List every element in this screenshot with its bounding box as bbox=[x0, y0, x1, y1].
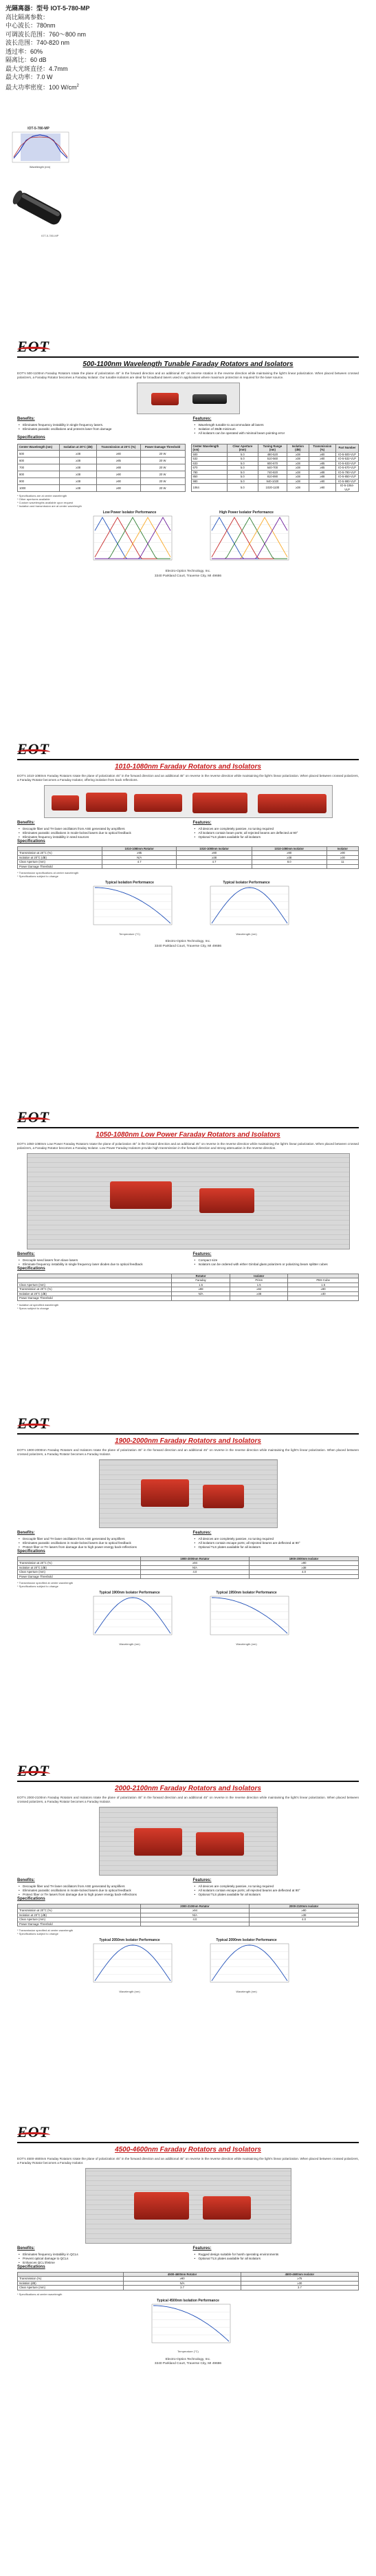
table-cell: 5.0 bbox=[227, 475, 258, 480]
table-cell: 510-560 bbox=[258, 457, 287, 462]
table-row bbox=[18, 1922, 359, 1926]
table-header: 1010-1080nm Rotator bbox=[102, 846, 177, 851]
table-cell: 850 bbox=[191, 475, 227, 480]
chart: Typical 2050nm Isolator Performance Wavelength (nm) bbox=[85, 1938, 175, 1995]
table-row bbox=[191, 484, 359, 492]
table-cell: Clear Aperture (mm) bbox=[18, 2286, 124, 2290]
spec-table bbox=[17, 1274, 359, 1301]
table-cell: ≥30 bbox=[327, 855, 358, 860]
section-title: 500-1100nm Wavelength Tunable Faraday Rotators and Isolators bbox=[82, 361, 294, 368]
spec-block bbox=[0, 0, 376, 117]
table-cell: ≥38 bbox=[59, 485, 96, 492]
table-cell: ≥38 bbox=[250, 1913, 359, 1918]
chart: High Power Isolator Performance bbox=[202, 511, 291, 567]
table-cell: 500 bbox=[18, 451, 60, 458]
table-cell: 4.7 bbox=[102, 860, 177, 865]
note: * Isolation and transmission are at center wavelength bbox=[17, 504, 82, 508]
table-cell: 940-1020 bbox=[258, 479, 287, 484]
section-1010-1080: EOT 1010-1080nm Faraday Rotators and Isolators EOT's 1010-1080nm Faraday Rotators rotate the plane of polarization 45° in the forward direction and an additional 45° on reverse in the reverse direction while maintaining the light's linear polarization. When placed between crossed polarizers, a Faraday Rotator becomes a Faraday Isolator, offering isolation from back reflections. Benefits: • Decouple fiber and TH laser oscillators from ASE generated by amplifiers • Eliminates parasitic oscillations in mode-locked lasers due to optical feedback • Eliminates frequency instability in seed sources Features: • All devices are completely passive, no tuning required • All isolators contain beam ports; all rejected beams are deflected at 90° • Optional TLS plates available for all isolators Specifications 1010-1080nm Rotator 1010-1080nm Isolator 1010-1080nm Isolator Isolator Transmission at 20°C (%) ≥95 ≥90 ≥90 ≥90 Isolation at 20°C (dB) N/A ≥38 ≥38 ≥30 Clear Aperture (mm) 4.7 4.7 8.0 11 Power Damage Threshold * Transmission specifications at center wavelength * Specifications subject to change Typical Isolation Performance Temperature (°C) Typical Isolator Performance Wavelength (nm) Electro-Optics Technology, Inc. 3340 Parkland Court, Traverse City, MI 49686 bbox=[17, 740, 359, 949]
table-cell: ≥90 bbox=[250, 1909, 359, 1913]
table-cell: 3.7 bbox=[124, 2286, 241, 2290]
table-cell: N/A bbox=[124, 2281, 241, 2286]
table-cell: ≥94 bbox=[140, 1561, 249, 1566]
table-cell: ≥38 bbox=[59, 471, 96, 478]
chart: Low Power Isolator Performance bbox=[85, 511, 175, 567]
table-cell: Transmission at 20°C (%) bbox=[18, 1909, 141, 1913]
table-header: 2000-2100nm Rotator bbox=[140, 1904, 249, 1909]
table-cell: IO-5-980-VLP bbox=[336, 479, 359, 484]
chart: Typical 4500nm Isolation Performance Temperature (°C) bbox=[144, 2299, 233, 2355]
table-cell: Isolation at 20°C (dB) bbox=[18, 1291, 172, 1296]
eot-logo: EOT bbox=[17, 1762, 49, 1779]
table-cell: ≥90 bbox=[97, 471, 140, 478]
table-cell: Power Damage Threshold bbox=[18, 1922, 141, 1926]
top-chart-xlabel: Wavelength (nm) bbox=[29, 165, 51, 169]
section-paragraph: EOT's 500-1100nm Faraday Rotators rotate the plane of polarization 45° in the forward direction and an additional 45° on reverse rotation in the reverse direction while maintaining the light's linear polarization. When placed between crossed polarizers, a Faraday Rotator becomes a Faraday Isolator. Our tunable isolators are ideal for broadband lasers used in applications where maximum protection is required for the laser source. bbox=[17, 371, 359, 379]
table-cell: 4.0 bbox=[140, 1918, 249, 1922]
table-cell: Power Damage Threshold bbox=[18, 1574, 141, 1579]
table-cell: ≥38 bbox=[177, 855, 252, 860]
table-cell: ≥95 bbox=[102, 851, 177, 856]
spec-table bbox=[17, 1904, 359, 1927]
spec-line: 中心波长：780nm bbox=[5, 22, 56, 29]
table-cell bbox=[252, 864, 327, 869]
table-cell: 780 bbox=[191, 470, 227, 475]
table-cell: ≥38 bbox=[287, 479, 309, 484]
section-4500-4600: EOT 4500-4600nm Faraday Rotators and Isolators EOT's 4500-4600nm Faraday Rotators rotate the plane of polarization 45° in the forward direction and an additional 45° on reverse in the reverse direction while maintaining the light's linear polarization. When placed between crossed polarizers, a Faraday Rotator becomes a Faraday Isolator. Benefits: • Eliminates frequency instability in QCLs • Prevent optical damage to QCLs • Enhances QCL lifetime Features: • Rugged design suitable for harsh operating environments • Optional TLS plates available for all isolators Specifications 4500-4600nm Rotator 4500-4600nm Isolator Transmission (%) ≥90 ≥75 Isolation (dB) N/A ≥30 Clear Aperture (mm) 3.7 3.7 * Specifications at center wavelength Typical 4500nm Isolation Performance Temperature (°C) Electro-Optics Technology, Inc. 3340 Parkland Court, Traverse City, MI 49686 bbox=[17, 2123, 359, 2367]
section-title: 4500-4600nm Faraday Rotators and Isolators bbox=[115, 2146, 261, 2154]
features: Features: • Wavelength tunable to accommodate all lasers • Isolation of 38dB minimum • All isolators can be operated with minimal beam pointing error bbox=[193, 417, 360, 436]
table-header: 1900-2000nm Rotator bbox=[140, 1556, 249, 1561]
section-paragraph: EOT's 1010-1080nm Faraday Rotators rotate the plane of polarization 45° in the forward direction and an additional 45° on reverse in the reverse direction while maintaining the light's linear polarization. When placed between crossed polarizers, a Faraday Rotator becomes a Faraday Isolator, offering isolation from back reflections. bbox=[17, 773, 359, 782]
specs-title: Specifications bbox=[17, 1897, 45, 1901]
table-row bbox=[18, 1574, 359, 1579]
product-photo bbox=[44, 785, 333, 818]
table-header: 1900-2000nm Isolator bbox=[250, 1556, 359, 1561]
spec-line: 最大功率密度：100 $W/cm^2$ bbox=[5, 83, 79, 91]
features: Features: • All devices are completely passive, no tuning required • All isolators contain escape ports; all rejected beams are deflected at 90° • Optional TLS plates available for all isolators bbox=[193, 1878, 360, 1898]
table-cell: 633 bbox=[191, 461, 227, 466]
table-cell: PBS Cube bbox=[288, 1278, 359, 1283]
table-cell: 1020-1100 bbox=[258, 484, 287, 492]
table-cell: 20 W bbox=[140, 471, 185, 478]
table-cell: IO-5-500-VLP bbox=[336, 452, 359, 457]
product-photo bbox=[99, 1807, 278, 1876]
table-row bbox=[18, 478, 186, 485]
table-cell: ≥38 bbox=[230, 1291, 288, 1296]
table-cell: 4.0 bbox=[140, 1570, 249, 1575]
table-cell: ≥98 bbox=[171, 1287, 230, 1292]
table-cell: 900 bbox=[18, 478, 60, 485]
table-cell: ≥90 bbox=[309, 479, 335, 484]
table-cell bbox=[171, 1296, 230, 1301]
table-row bbox=[18, 1296, 359, 1301]
table-header: Isolator bbox=[230, 1274, 288, 1278]
eot-logo: EOT bbox=[17, 338, 49, 355]
top-chart bbox=[5, 127, 71, 169]
table-header: Isolation at 20°C (dB) bbox=[59, 444, 96, 451]
chart: Typical Isolator Performance Wavelength (nm) bbox=[202, 881, 291, 937]
spec-line: 波长范围：740-820 nm bbox=[5, 39, 70, 46]
product-photo bbox=[137, 383, 240, 414]
photo-caption: IOT-5-780-MP bbox=[41, 234, 59, 237]
specs-title: Specifications bbox=[17, 1549, 45, 1554]
note: * Specifications are at center wavelength bbox=[17, 494, 67, 497]
table-header: Isolator bbox=[327, 846, 358, 851]
table-header: Tuning Range (nm) bbox=[258, 444, 287, 452]
features: Features: • All devices are completely passive, no tuning required • All isolators contain beam ports; all rejected beams are deflected at 90° • Optional TLS plates available for all isolators bbox=[193, 821, 360, 840]
product-photo bbox=[99, 1459, 278, 1528]
note: * Custom wavelengths available upon request bbox=[17, 501, 74, 504]
table-cell: ≥80 bbox=[309, 457, 335, 462]
table-cell: IO-5-850-VLP bbox=[336, 475, 359, 480]
table-cell: ≥90 bbox=[288, 1287, 359, 1292]
table-cell: 5.0 bbox=[227, 461, 258, 466]
section-title: 1900-2000nm Faraday Rotators and Isolators bbox=[115, 1437, 261, 1445]
table-cell: ≥38 bbox=[287, 484, 309, 492]
table-cell: ≥85 bbox=[97, 458, 140, 464]
table-cell: Transmission at 20°C (%) bbox=[18, 1287, 172, 1292]
table-cell: Isolation (dB) bbox=[18, 2281, 124, 2286]
table-row bbox=[18, 464, 186, 471]
spec-line: 可调波长范围：760～800 nm bbox=[5, 30, 87, 38]
footer: Electro-Optics Technology, Inc. 3340 Parkland Court, Traverse City, MI 49686 bbox=[154, 570, 222, 578]
table-cell: Power Damage Threshold bbox=[18, 864, 102, 869]
benefits: Benefits: • Decouple fiber and TH laser oscillators from ASE generated by amplifiers • Eliminates parasitic oscillations in mode-locked lasers due to optical feedback • Protect fiber or TH lasers from damage due to high power energy back-reflections bbox=[17, 1531, 184, 1550]
spec-line: 透过率：60% bbox=[5, 47, 43, 55]
table-cell: ≥38 bbox=[252, 855, 327, 860]
spec-table bbox=[17, 846, 359, 870]
table-cell: ≥38 bbox=[59, 458, 96, 464]
table-cell: 1.5 bbox=[230, 1282, 288, 1287]
table-cell: ≥94 bbox=[140, 1909, 249, 1913]
table-cell: 980 bbox=[191, 479, 227, 484]
table-cell: ≥90 bbox=[309, 484, 335, 492]
benefits: Benefits: • Decouple fiber and TH laser oscillators from ASE generated by amplifiers • Eliminates parasitic oscillations in mode-locked lasers due to optical feedback • Protect fiber or TH lasers from damage due to high power energy back-reflections bbox=[17, 1878, 184, 1898]
spec-table bbox=[17, 444, 186, 493]
benefits: Benefits: • Decouple seed lasers from slave lasers • Eliminate frequency instability in single frequency laser diodes due to optical feedback bbox=[17, 1252, 184, 1267]
footer: Electro-Optics Technology, Inc. 3340 Parkland Court, Traverse City, MI 49686 bbox=[154, 940, 222, 948]
table-cell: ≥30 bbox=[241, 2281, 358, 2286]
table-header: 4500-4600nm Isolator bbox=[241, 2272, 358, 2277]
table-cell: 20 W bbox=[140, 458, 185, 464]
table-cell: 740-820 bbox=[258, 470, 287, 475]
table-cell: 4.0 bbox=[250, 1918, 359, 1922]
table-cell: ≥38 bbox=[287, 461, 309, 466]
table-cell: Transmission at 20°C (%) bbox=[18, 1561, 141, 1566]
table-cell: ≥38 bbox=[287, 466, 309, 471]
spec-line: 隔离比：60 dB bbox=[5, 56, 47, 63]
table-cell: 4.7 bbox=[177, 860, 252, 865]
table-cell: Power Damage Threshold bbox=[18, 1296, 172, 1301]
table-cell: 11 bbox=[327, 860, 358, 865]
table-cell: Prism bbox=[230, 1278, 288, 1283]
table-header: Part Number bbox=[336, 444, 359, 452]
table-cell bbox=[177, 864, 252, 869]
table-header: Center Wavelength (nm) bbox=[18, 444, 60, 451]
table-cell: 5.0 bbox=[227, 452, 258, 457]
table-cell: 20 W bbox=[140, 464, 185, 471]
specs-title: Specifications bbox=[17, 436, 45, 440]
section-title: 1010-1080nm Faraday Rotators and Isolators bbox=[115, 763, 261, 771]
spec-line: 最大功率：7.0 W bbox=[5, 74, 53, 80]
spec-table bbox=[17, 2272, 359, 2290]
table-cell: 5.0 bbox=[227, 466, 258, 471]
chart: Typical 2090nm Isolator Performance Wavelength (nm) bbox=[202, 1938, 291, 1995]
table-cell bbox=[102, 864, 177, 869]
table-cell: 500 bbox=[191, 452, 227, 457]
table-cell: 670 bbox=[191, 466, 227, 471]
section-paragraph: EOT's 1050-1080nm Low Power Faraday Rotators rotate the plane of polarization 45° in the forward direction and an additional 45° on reverse in the reverse direction while maintaining the light's linear polarization. When placed between crossed polarizers, a Faraday Rotator becomes a Faraday Isolator. Low Power Faraday Isolators provide high transmission in the forward direction and strong attenuation in the reverse direction. bbox=[17, 1141, 359, 1150]
chart: Typical 1900nm Isolator Performance Wavelength (nm) bbox=[85, 1591, 175, 1647]
table-cell: ≥85 bbox=[309, 466, 335, 471]
table-cell: Isolation at 20°C (dB) bbox=[18, 1565, 141, 1570]
table-cell: 1064 bbox=[191, 484, 227, 492]
table-cell: Faraday bbox=[171, 1278, 230, 1283]
product-photo bbox=[85, 2168, 291, 2244]
spec-line: 最大光斑直径：4.7mm bbox=[5, 65, 68, 72]
section-2000-2100: EOT 2000-2100nm Faraday Rotators and Isolators EOT's 2000-2100nm Faraday Rotators and Isolators rotate the plane of polarization 45° in the forward direction and an additional 45° on reverse in the reverse direction while maintaining the light's linear polarization. When placed between crossed polarizers, a Faraday Rotator becomes a Faraday Isolator. Benefits: • Decouple fiber and TH laser oscillators from ASE generated by amplifiers • Eliminates parasitic oscillations in mode-locked lasers due to optical feedback • Protect fiber or TH lasers from damage due to high power energy back-reflections Features: • All devices are completely passive, no tuning required • All isolators contain escape ports; all rejected beams are deflected at 90° • Optional TLS plates available for all isolators Specifications 2000-2100nm Rotator 2000-2100nm Isolator Transmission at 20°C (%) ≥94 ≥90 Isolation at 20°C (dB) N/A ≥38 Clear Aperture (mm) 4.0 4.0 Power Damage Threshold * Transmission specified at center wavelength * Specifications subject to change Typical 2050nm Isolator Performance Wavelength (nm) Typical 2090nm Isolator Performance Wavelength (nm) bbox=[17, 1761, 359, 1997]
table-cell: 640-700 bbox=[258, 466, 287, 471]
table-cell: ≥38 bbox=[250, 1565, 359, 1570]
isolator-photo bbox=[5, 180, 71, 242]
product-photo bbox=[27, 1153, 350, 1249]
specs-title: Specifications bbox=[17, 2265, 45, 2269]
table-cell bbox=[250, 1574, 359, 1579]
table-cell: ≥90 bbox=[252, 851, 327, 856]
table-cell: 810-890 bbox=[258, 475, 287, 480]
table-cell: N/A bbox=[102, 855, 177, 860]
specs-title: Specifications bbox=[17, 1267, 45, 1271]
table-cell: Isolation at 20°C (dB) bbox=[18, 855, 102, 860]
table-cell: ≥85 bbox=[309, 461, 335, 466]
table-row bbox=[18, 485, 186, 492]
features: Features: • Compact size • Isolators can be ordered with either Gimbal glass polarizers or polarizing beam splitter cubes bbox=[193, 1252, 360, 1267]
table-cell: ≥30 bbox=[288, 1291, 359, 1296]
table-cell: 20 W bbox=[140, 478, 185, 485]
table-cell: 1.5 bbox=[288, 1282, 359, 1287]
table-cell: N/A bbox=[140, 1565, 249, 1570]
section-paragraph: EOT's 4500-4600nm Faraday Rotators rotate the plane of polarization 45° in the forward direction and an additional 45° on reverse in the reverse direction while maintaining the light's linear polarization. When placed between crossed polarizers, a Faraday Rotator becomes a Faraday Isolator. bbox=[17, 2156, 359, 2165]
table-row bbox=[18, 458, 186, 464]
spec-table bbox=[17, 1556, 359, 1580]
eot-logo: EOT bbox=[17, 740, 49, 758]
table-cell: Clear Aperture (mm) bbox=[18, 1918, 141, 1922]
table-cell: ≥80 bbox=[309, 452, 335, 457]
footer: Electro-Optics Technology, Inc. 3340 Parkland Court, Traverse City, MI 49686 bbox=[154, 2357, 222, 2365]
table-cell: ≥38 bbox=[287, 470, 309, 475]
table-header: Rotator bbox=[171, 1274, 230, 1278]
table-cell: Clear Aperture (mm) bbox=[18, 1282, 172, 1287]
eot-logo: EOT bbox=[17, 2123, 49, 2140]
table-cell: ≥38 bbox=[59, 464, 96, 471]
table-cell bbox=[230, 1296, 288, 1301]
table-cell: 4.0 bbox=[250, 1570, 359, 1575]
section-500-1100 bbox=[17, 337, 359, 579]
table-cell: N/A bbox=[171, 1291, 230, 1296]
spec-line: 光隔离器：型号 IOT-5-780-MP bbox=[5, 5, 90, 12]
table-cell: ≥75 bbox=[241, 2277, 358, 2282]
table-cell: ≥88 bbox=[309, 475, 335, 480]
table-cell bbox=[288, 1296, 359, 1301]
table-cell: 5.0 bbox=[227, 479, 258, 484]
table-header: Power Damage Threshold bbox=[140, 444, 185, 451]
table-row bbox=[18, 471, 186, 478]
table-cell: ≥38 bbox=[287, 475, 309, 480]
table-cell: ≥80 bbox=[97, 451, 140, 458]
table-header: Transmission (%) bbox=[309, 444, 335, 452]
table-cell bbox=[327, 864, 358, 869]
table-cell: Transmission (%) bbox=[18, 2277, 124, 2282]
table-cell: ≥38 bbox=[287, 452, 309, 457]
table-cell: N/A bbox=[140, 1913, 249, 1918]
section-title: 1050-1080nm Low Power Faraday Rotators and Isolators bbox=[96, 1131, 280, 1139]
section-1900-2000: EOT 1900-2000nm Faraday Rotators and Isolators EOT's 1900-2000nm Faraday Rotators and Isolators rotate the plane of polarization 45° in the forward direction and an additional 45° on reverse in the reverse direction while maintaining the light's linear polarization. When placed between crossed polarizers, a Faraday Rotator becomes a Faraday Isolator. Benefits: • Decouple fiber and TH laser oscillators from ASE generated by amplifiers • Eliminates parasitic oscillations in mode-locked lasers due to optical feedback • Protect fiber or TH lasers from damage due to high power energy back-reflections Features: • All devices are completely passive, no tuning required • All isolators contain escape ports; all rejected beams are deflected at 90° • Optional TLS plates available for all isolators Specifications 1900-2000nm Rotator 1900-2000nm Isolator Transmission at 20°C (%) ≥94 ≥90 Isolation at 20°C (dB) N/A ≥38 Clear Aperture (mm) 4.0 4.0 Power Damage Threshold * Transmission specified at center wavelength * Specifications subject to change Typical 1900nm Isolator Performance Wavelength (nm) Typical 1950nm Isolator Performance Wavelength (nm) bbox=[17, 1414, 359, 1650]
table-header: 2000-2100nm Isolator bbox=[250, 1904, 359, 1909]
table-header: 4500-4600nm Rotator bbox=[124, 2272, 241, 2277]
table-row bbox=[18, 864, 359, 869]
note: * Other apertures available bbox=[17, 497, 50, 501]
table-cell: ≥90 bbox=[97, 485, 140, 492]
table-cell: ≥90 bbox=[250, 1561, 359, 1566]
table-cell: ≥90 bbox=[327, 851, 358, 856]
table-cell: 20 W bbox=[140, 451, 185, 458]
features: Features: • Rugged design suitable for harsh operating environments • Optional TLS plates available for all isolators bbox=[193, 2246, 360, 2266]
table-cell: 1.5 bbox=[171, 1282, 230, 1287]
table-cell bbox=[250, 1922, 359, 1926]
table-cell: ≥38 bbox=[287, 457, 309, 462]
benefits: Benefits: • Eliminates frequency instability in QCLs • Prevent optical damage to QCLs • Enhances QCL lifetime bbox=[17, 2246, 184, 2266]
table-header: Isolation (dB) bbox=[287, 444, 309, 452]
table-cell: 480-520 bbox=[258, 452, 287, 457]
table-cell: IO-5-532-VLP bbox=[336, 457, 359, 462]
table-cell: 5.0 bbox=[227, 470, 258, 475]
table-cell: IO-5-670-VLP bbox=[336, 466, 359, 471]
chart: Typical 1950nm Isolator Performance Wavelength (nm) bbox=[202, 1591, 291, 1647]
specs-title: Specifications bbox=[17, 839, 45, 844]
table-row bbox=[18, 451, 186, 458]
table-cell: Transmission at 20°C (%) bbox=[18, 851, 102, 856]
table-cell: IO-5-1064-VLP bbox=[336, 484, 359, 492]
table-cell: ≥88 bbox=[309, 470, 335, 475]
table-row bbox=[18, 2286, 359, 2290]
spec-table-2 bbox=[191, 444, 360, 493]
spec-line: 高比隔离参数： bbox=[5, 13, 49, 21]
table-cell: 600-670 bbox=[258, 461, 287, 466]
benefits: Benefits: • Decouple fiber and TH laser oscillators from ASE generated by amplifiers • Eliminates parasitic oscillations in mode-locked lasers due to optical feedback • Eliminates frequency instability in seed sources bbox=[17, 821, 184, 840]
section-1050-1080: EOT 1050-1080nm Low Power Faraday Rotators and Isolators EOT's 1050-1080nm Low Power Faraday Rotators rotate the plane of polarization 45° in the forward direction and an additional 45° on reverse in the reverse direction while maintaining the light's linear polarization. When placed between crossed polarizers, a Faraday Rotator becomes a Faraday Isolator. Low Power Faraday Isolators provide high transmission in the forward direction and strong attenuation in the reverse direction. Benefits: • Decouple seed lasers from slave lasers • Eliminate frequency instability in single frequency laser diodes due to optical feedback Features: • Compact size • Isolators can be ordered with either Gimbal glass polarizers or polarizing beam splitter cubes Specifications Rotator Isolator Faraday Prism PBS Cube Clear Aperture (mm) 1.5 1.5 1.5 Transmission at 20°C (%) ≥98 ≥92 ≥90 Isolation at 20°C (dB) N/A ≥38 ≥30 Power Damage Threshold * Isolation at specified wavelength * Specs subject to change bbox=[17, 1108, 359, 1310]
table-cell: Clear Aperture (mm) bbox=[18, 860, 102, 865]
table-cell bbox=[140, 1922, 249, 1926]
table-cell: 800 bbox=[18, 471, 60, 478]
table-cell bbox=[140, 1574, 249, 1579]
table-cell: ≥90 bbox=[97, 478, 140, 485]
table-cell: Isolation at 20°C (dB) bbox=[18, 1913, 141, 1918]
table-cell: ≥90 bbox=[124, 2277, 241, 2282]
section-paragraph: EOT's 1900-2000nm Faraday Rotators and Isolators rotate the plane of polarization 45° in the forward direction and an additional 45° on reverse in the reverse direction while maintaining the light's linear polarization. When placed between crossed polarizers, a Faraday Rotator becomes a Faraday Isolator. bbox=[17, 1448, 359, 1456]
table-cell: IO-5-780-VLP bbox=[336, 470, 359, 475]
table-header: 1010-1080nm Isolator bbox=[177, 846, 252, 851]
table-cell: ≥38 bbox=[59, 451, 96, 458]
table-header: Center Wavelength (nm) bbox=[191, 444, 227, 452]
chart: Typical Isolation Performance Temperature (°C) bbox=[85, 881, 175, 937]
section-paragraph: EOT's 2000-2100nm Faraday Rotators and Isolators rotate the plane of polarization 45° in the forward direction and an additional 45° on reverse in the reverse direction while maintaining the light's linear polarization. When placed between crossed polarizers, a Faraday Rotator becomes a Faraday Isolator. bbox=[17, 1795, 359, 1803]
table-cell: 532 bbox=[191, 457, 227, 462]
table-cell: 700 bbox=[18, 464, 60, 471]
table-cell: ≥90 bbox=[177, 851, 252, 856]
table-cell: 5.0 bbox=[227, 484, 258, 492]
table-cell: 20 W bbox=[140, 485, 185, 492]
table-cell: 1000 bbox=[18, 485, 60, 492]
table-cell: ≥92 bbox=[230, 1287, 288, 1292]
table-cell: 5.0 bbox=[227, 457, 258, 462]
top-chart-svg bbox=[5, 131, 71, 169]
table-cell: 3.7 bbox=[241, 2286, 358, 2290]
top-chart-title: IOT-5-780-MP bbox=[27, 127, 49, 131]
table-cell: 600 bbox=[18, 458, 60, 464]
table-header: Clear Aperture (mm) bbox=[227, 444, 258, 452]
eot-logo: EOT bbox=[17, 1108, 49, 1126]
eot-logo: EOT bbox=[17, 1415, 49, 1432]
benefits: Benefits: • Eliminates frequency instability in single frequency lasers. • Eliminates parasitic oscillations and protects laser from damage bbox=[17, 417, 184, 436]
table-header: Transmission at 20°C (%) bbox=[97, 444, 140, 451]
table-cell: ≥88 bbox=[97, 464, 140, 471]
table-cell: Clear Aperture (mm) bbox=[18, 1570, 141, 1575]
table-header: 1010-1080nm Isolator bbox=[252, 846, 327, 851]
features: Features: • All devices are completely passive, no tuning required • All isolators contain escape ports; all rejected beams are deflected at 90° • Optional TLS plates available for all isolators bbox=[193, 1531, 360, 1550]
section-title: 2000-2100nm Faraday Rotators and Isolators bbox=[115, 1785, 261, 1792]
table-cell: 8.0 bbox=[252, 860, 327, 865]
table-cell: ≥38 bbox=[59, 478, 96, 485]
table-cell: IO-5-633-VLP bbox=[336, 461, 359, 466]
